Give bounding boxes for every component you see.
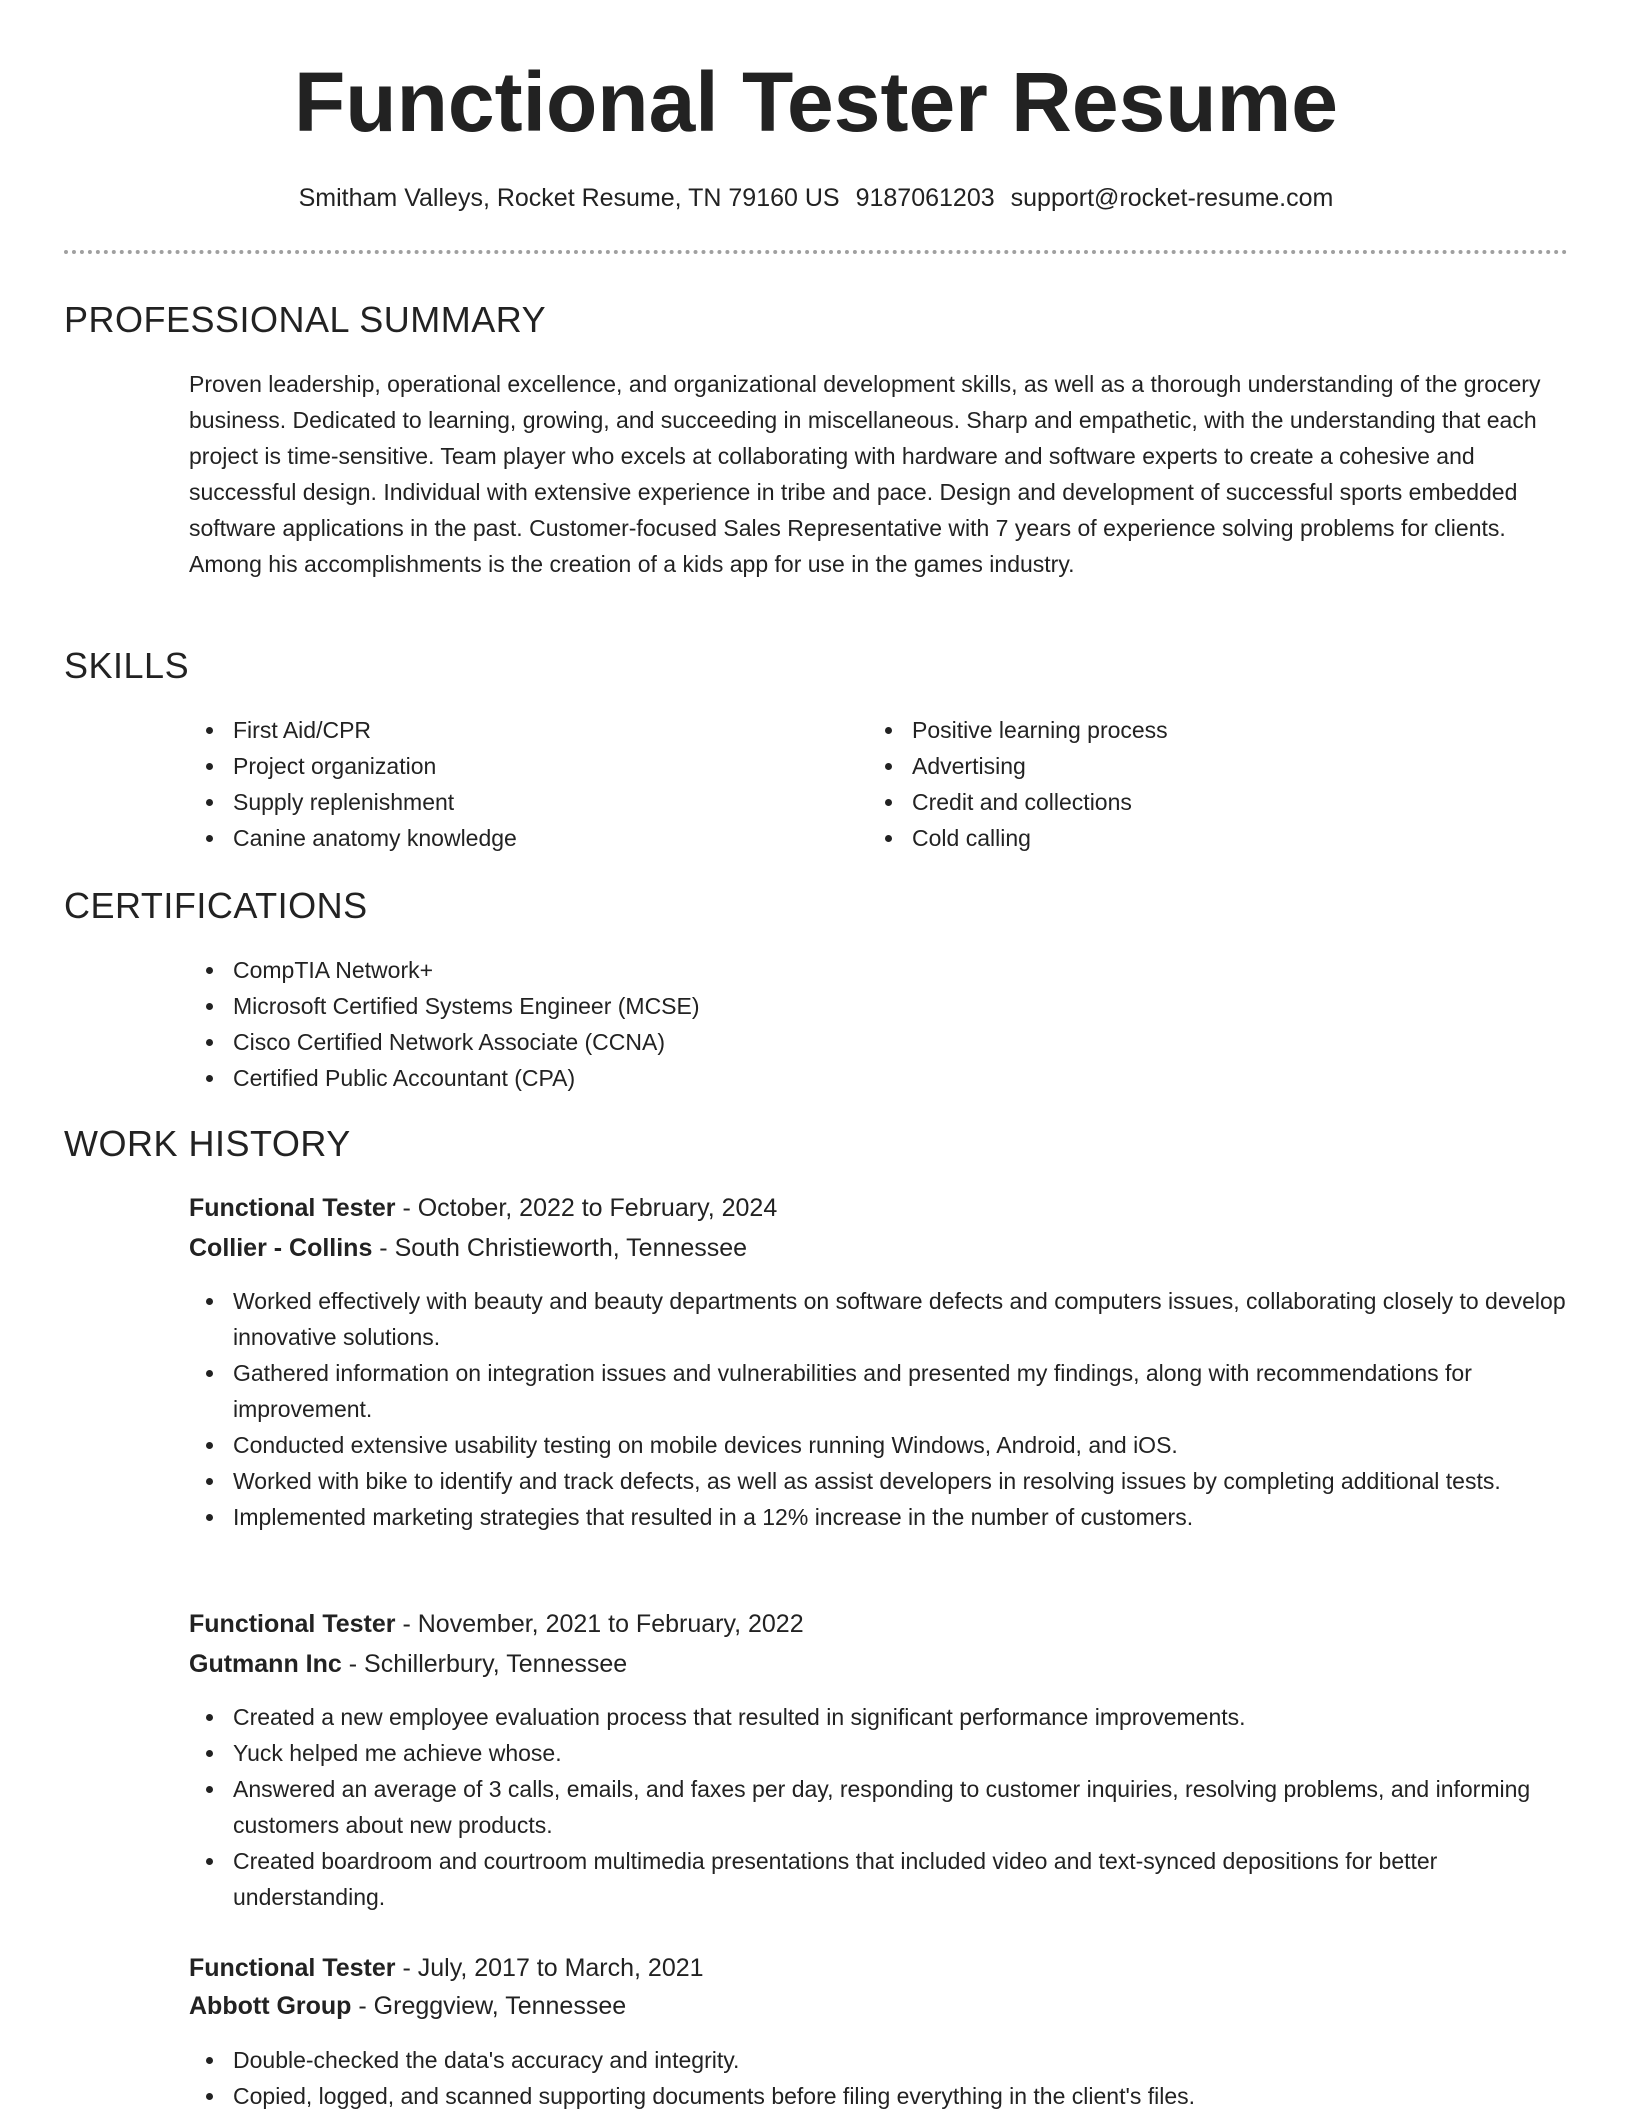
skills-heading: SKILLS: [64, 645, 190, 686]
job-2-duties: [189, 1699, 1569, 1915]
job-3-duties: [189, 2042, 1569, 2114]
skill-item: Positive learning process: [868, 712, 1508, 748]
job-1-title-line: [189, 1190, 777, 1226]
duty-item: Created boardroom and courtroom multimedia presentations that included video and text-synced depositions for better understanding.: [189, 1843, 1569, 1915]
duty-item: Created a new employee evaluation process that resulted in significant performance improvements.: [189, 1699, 1569, 1735]
job-3-title-line: [189, 1950, 704, 1986]
job-3-company-line: [189, 1988, 626, 2024]
duty-item: Yuck helped me achieve whose.: [189, 1735, 1569, 1771]
duty-item: Double-checked the data's accuracy and integrity.: [189, 2042, 1569, 2078]
duty-item: Worked with bike to identify and track defects, as well as assist developers in resolving issues by completing additional tests.: [189, 1463, 1569, 1499]
job-company: Abbott Group: [189, 1992, 352, 2020]
skills-list-right: [868, 712, 1508, 856]
job-dates: - July, 2017 to March, 2021: [395, 1954, 704, 1982]
header-divider: [64, 250, 1568, 254]
duty-item: Implemented marketing strategies that resulted in a 12% increase in the number of customers.: [189, 1499, 1569, 1535]
skill-item: Canine anatomy knowledge: [189, 820, 829, 856]
skills-list-left: [189, 712, 829, 856]
job-title: Functional Tester: [189, 1610, 396, 1638]
contact-info: [0, 180, 1632, 216]
certifications-list: [189, 952, 1569, 1096]
job-1-company-line: [189, 1230, 747, 1266]
skill-item: First Aid/CPR: [189, 712, 829, 748]
job-title: Functional Tester: [189, 1954, 396, 1982]
skill-item: Credit and collections: [868, 784, 1508, 820]
job-location: - South Christieworth, Tennessee: [372, 1234, 748, 1262]
job-location: - Schillerbury, Tennessee: [341, 1650, 628, 1678]
duty-item: Conducted extensive usability testing on mobile devices running Windows, Android, and iOS.: [189, 1427, 1569, 1463]
certification-item: Cisco Certified Network Associate (CCNA): [189, 1024, 1569, 1060]
certification-item: CompTIA Network+: [189, 952, 1569, 988]
job-dates: - November, 2021 to February, 2022: [395, 1610, 804, 1638]
summary-text: Proven leadership, operational excellence, and organizational development skills, as well as a thorough understanding of the grocery business. Dedicated to learning, growing, and succeeding in miscellaneous. Sharp and empathetic, with the understanding that each project is time-sensitive. Team player who excels at collaborating with hardware and software experts to create a cohesive and successful design. Individual with extensive experience in tribe and pace. Design and development of successful sports embedded software applications in the past. Customer-focused Sales Representative with 7 years of experience solving problems for clients. Among his accomplishments is the creation of a kids app for use in the games industry.: [189, 371, 1541, 577]
job-location: - Greggview, Tennessee: [351, 1992, 627, 2020]
duty-item: Worked effectively with beauty and beauty departments on software defects and computers issues, collaborating closely to develop innovative solutions.: [189, 1283, 1569, 1355]
duty-item: Answered an average of 3 calls, emails, and faxes per day, responding to customer inquiries, resolving problems, and informing customers about new products.: [189, 1771, 1569, 1843]
summary-heading: PROFESSIONAL SUMMARY: [64, 299, 547, 340]
contact-phone: 9187061203: [855, 184, 995, 212]
job-company: Collier - Collins: [189, 1234, 373, 1262]
contact-email: support@rocket-resume.com: [1010, 184, 1334, 212]
certifications-heading: CERTIFICATIONS: [64, 885, 368, 926]
contact-address: Smitham Valleys, Rocket Resume, TN 79160 US: [298, 184, 840, 212]
certification-item: Certified Public Accountant (CPA): [189, 1060, 1569, 1096]
job-1-duties: [189, 1283, 1569, 1535]
job-title: Functional Tester: [189, 1194, 396, 1222]
job-2-company-line: [189, 1646, 627, 1682]
certification-item: Microsoft Certified Systems Engineer (MCSE): [189, 988, 1569, 1024]
job-dates: - October, 2022 to February, 2024: [395, 1194, 778, 1222]
duty-item: Copied, logged, and scanned supporting documents before filing everything in the client's files.: [189, 2078, 1569, 2114]
job-2-title-line: [189, 1606, 804, 1642]
skill-item: Cold calling: [868, 820, 1508, 856]
resume-title: Functional Tester Resume: [293, 55, 1338, 149]
job-company: Gutmann Inc: [189, 1650, 342, 1678]
skill-item: Project organization: [189, 748, 829, 784]
work-history-heading: WORK HISTORY: [64, 1123, 351, 1164]
duty-item: Gathered information on integration issues and vulnerabilities and presented my findings, along with recommendations for improvement.: [189, 1355, 1569, 1427]
skill-item: Supply replenishment: [189, 784, 829, 820]
skill-item: Advertising: [868, 748, 1508, 784]
